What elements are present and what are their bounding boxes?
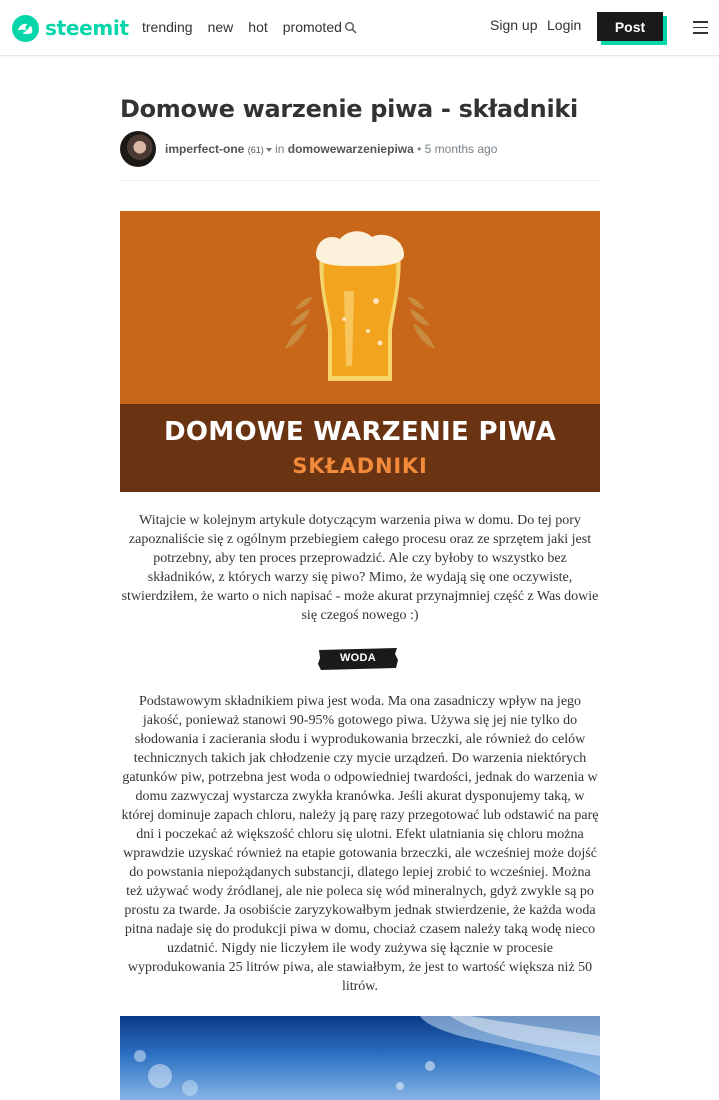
community-link[interactable]: domowewarzeniepiwa: [287, 142, 414, 156]
chevron-down-icon[interactable]: [266, 148, 272, 152]
nav-trending[interactable]: trending: [142, 19, 193, 35]
post-meta: [165, 142, 497, 156]
author-link[interactable]: imperfect-one: [165, 142, 245, 156]
main-nav: [142, 19, 357, 35]
nav-promoted[interactable]: promoted: [282, 19, 342, 35]
post-time[interactable]: 5 months ago: [424, 142, 498, 156]
divider: [120, 180, 600, 181]
water-paragraph: Podstawowym składnikiem piwa jest woda. Ma ona zasadniczy wpływ na jego jakość, ponieważ stanowi 90-95% gotowego piwa. Używa się jej nie tylko do słodowania i zacierania słodu i wyprodukowania brzeczki, ale również do celów technicznych takich jak chłodzenie czy mycie urządzeń. Do warzenia niektórych gatunków piw, potrzebna jest woda o odpowiedniej twardości, jednak do warzenia w domu zazwyczaj wystarcza zwykła kranówka. Jeśli akurat dysponujemy taką, w której dominuje zapach chloru, należy ją parę razy przegotować lub odstawić na parę dni i poczekać aż większość chloru się ulotni. Efekt ulatniania się chloru można wprawdzie uzyskać również na etapie gotowania brzeczki, ale wcześniej może dojść do powstania niepożądanych substancji, dlatego lepiej zrobić to wcześniej. Można też używać wody źródlanej, ale nie poleca się wód mineralnych, gdyż zwykle są po prostu za twarde. Ja osobiście zaryzykowałbym jednak stwierdzenie, że każda woda pitna nadaje się do produkcji piwa w domu, chociaż czasem należy taką wodę nieco uzdatnić. Nigdy nie liczyłem ile wody zużywa się łącznie w procesie wyprodukowania 25 litrów piwa, ale stawiałbym, że jest to wartość większa niż 50 litrów.: [121, 694, 599, 994]
section-label-text: WODA: [339, 652, 377, 664]
beer-glass-icon: [120, 211, 600, 404]
hero-subtitle: SKŁADNIKI: [292, 454, 428, 478]
top-header: [0, 0, 719, 56]
meta-separator: •: [417, 142, 422, 156]
hero-image: [120, 211, 600, 492]
hero-title: DOMOWE WARZENIE PIWA: [163, 417, 557, 447]
steemit-logo[interactable]: [11, 13, 129, 43]
article-title: Domowe warzenie piwa - składniki: [120, 95, 578, 123]
water-image: [120, 1016, 600, 1100]
post-button-wrap: [597, 12, 667, 44]
logo-text: steemit: [45, 16, 129, 40]
search-icon[interactable]: [344, 21, 358, 35]
author-reputation: (61): [247, 145, 264, 155]
water-splash-icon: [120, 1016, 600, 1100]
nav-new[interactable]: new: [207, 19, 234, 35]
post-button[interactable]: Post: [597, 12, 663, 41]
intro-paragraph: Witajcie w kolejnym artykule dotyczącym warzenia piwa w domu. Do tej pory zapoznaliście się z ogólnym przebiegiem całego procesu oraz ze sprzętem jaki jest potrzebny, aby ten proces przeprowadzić. Ale czy byłoby to wszystko bez składników, z których warzy się piwo? Mimo, że wydają się one oczywiste, stwierdziłem, że warto o nich napisać - może akurat przynajmniej część z Was dowie się czegoś nowego :): [121, 513, 599, 623]
hamburger-icon[interactable]: [693, 21, 708, 34]
avatar[interactable]: [120, 131, 156, 167]
login-link[interactable]: Login: [547, 17, 582, 33]
signup-link[interactable]: Sign up: [490, 17, 538, 33]
nav-hot[interactable]: hot: [248, 19, 268, 35]
section-label: [317, 646, 399, 672]
in-label: in: [275, 142, 285, 156]
steemit-logo-icon: [11, 14, 40, 43]
